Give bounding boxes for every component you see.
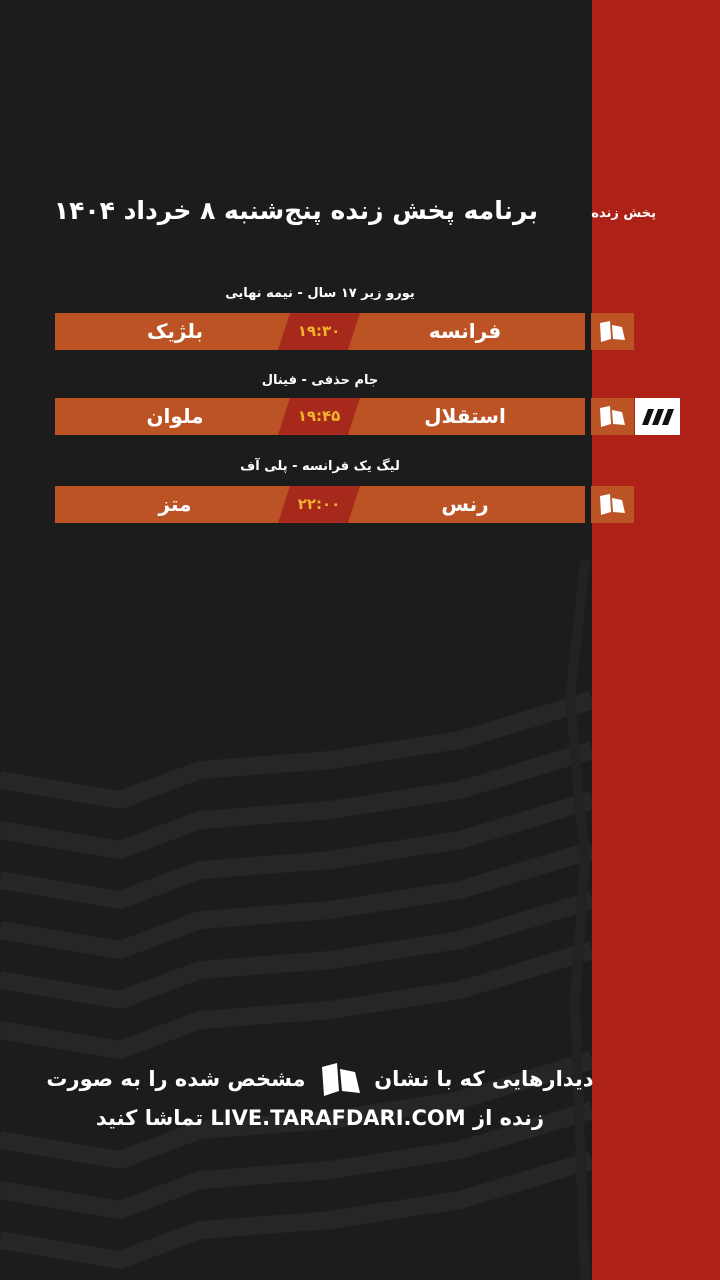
live-badge[interactable] bbox=[591, 313, 634, 350]
live-badge[interactable] bbox=[591, 486, 634, 523]
away-team: بلژیک bbox=[146, 319, 204, 343]
home-team: فرانسه bbox=[428, 319, 502, 343]
live-badge[interactable] bbox=[591, 398, 634, 435]
tarafdari-flag-icon bbox=[598, 321, 626, 343]
match-time: ۱۹:۳۰ bbox=[297, 322, 341, 340]
sidebar-label: پخش زنده bbox=[591, 206, 656, 221]
match-time: ۱۹:۴۵ bbox=[297, 407, 341, 425]
home-team: استقلال bbox=[424, 404, 506, 428]
away-team: ملوان bbox=[146, 404, 204, 428]
footer-note bbox=[40, 1060, 600, 1138]
footer-text: زنده از bbox=[473, 1106, 545, 1130]
competition-label: یورو زیر ۱۷ سال - نیمه نهایی bbox=[225, 286, 415, 301]
channel-three-icon bbox=[642, 407, 674, 427]
footer-text: دیدارهایی که با نشان bbox=[374, 1067, 594, 1091]
match-row[interactable] bbox=[55, 486, 585, 523]
live-site-link[interactable]: LIVE.TARAFDARI.COM bbox=[210, 1106, 466, 1130]
match-time: ۲۲:۰۰ bbox=[297, 495, 341, 513]
home-team: رنس bbox=[441, 492, 489, 516]
page-title: برنامه پخش زنده پنج‌شنبه ۸ خرداد ۱۴۰۴ bbox=[53, 196, 538, 225]
footer-line-1 bbox=[40, 1060, 600, 1099]
tarafdari-flag-icon bbox=[598, 494, 626, 516]
tarafdari-flag-icon bbox=[598, 406, 626, 428]
competition-label: لیگ یک فرانسه - پلی آف bbox=[240, 459, 400, 474]
sidebar bbox=[592, 0, 720, 1280]
footer-line-2 bbox=[40, 1099, 600, 1138]
match-row[interactable] bbox=[55, 398, 585, 435]
match-row[interactable] bbox=[55, 313, 585, 350]
footer-text: تماشا کنید bbox=[95, 1106, 204, 1130]
tarafdari-flag-icon bbox=[319, 1063, 361, 1097]
footer-text: مشخص شده را به صورت bbox=[46, 1067, 306, 1091]
channel-badge[interactable] bbox=[635, 398, 680, 435]
competition-label: جام حذفی - فینال bbox=[261, 373, 379, 388]
away-team: متز bbox=[158, 492, 192, 516]
